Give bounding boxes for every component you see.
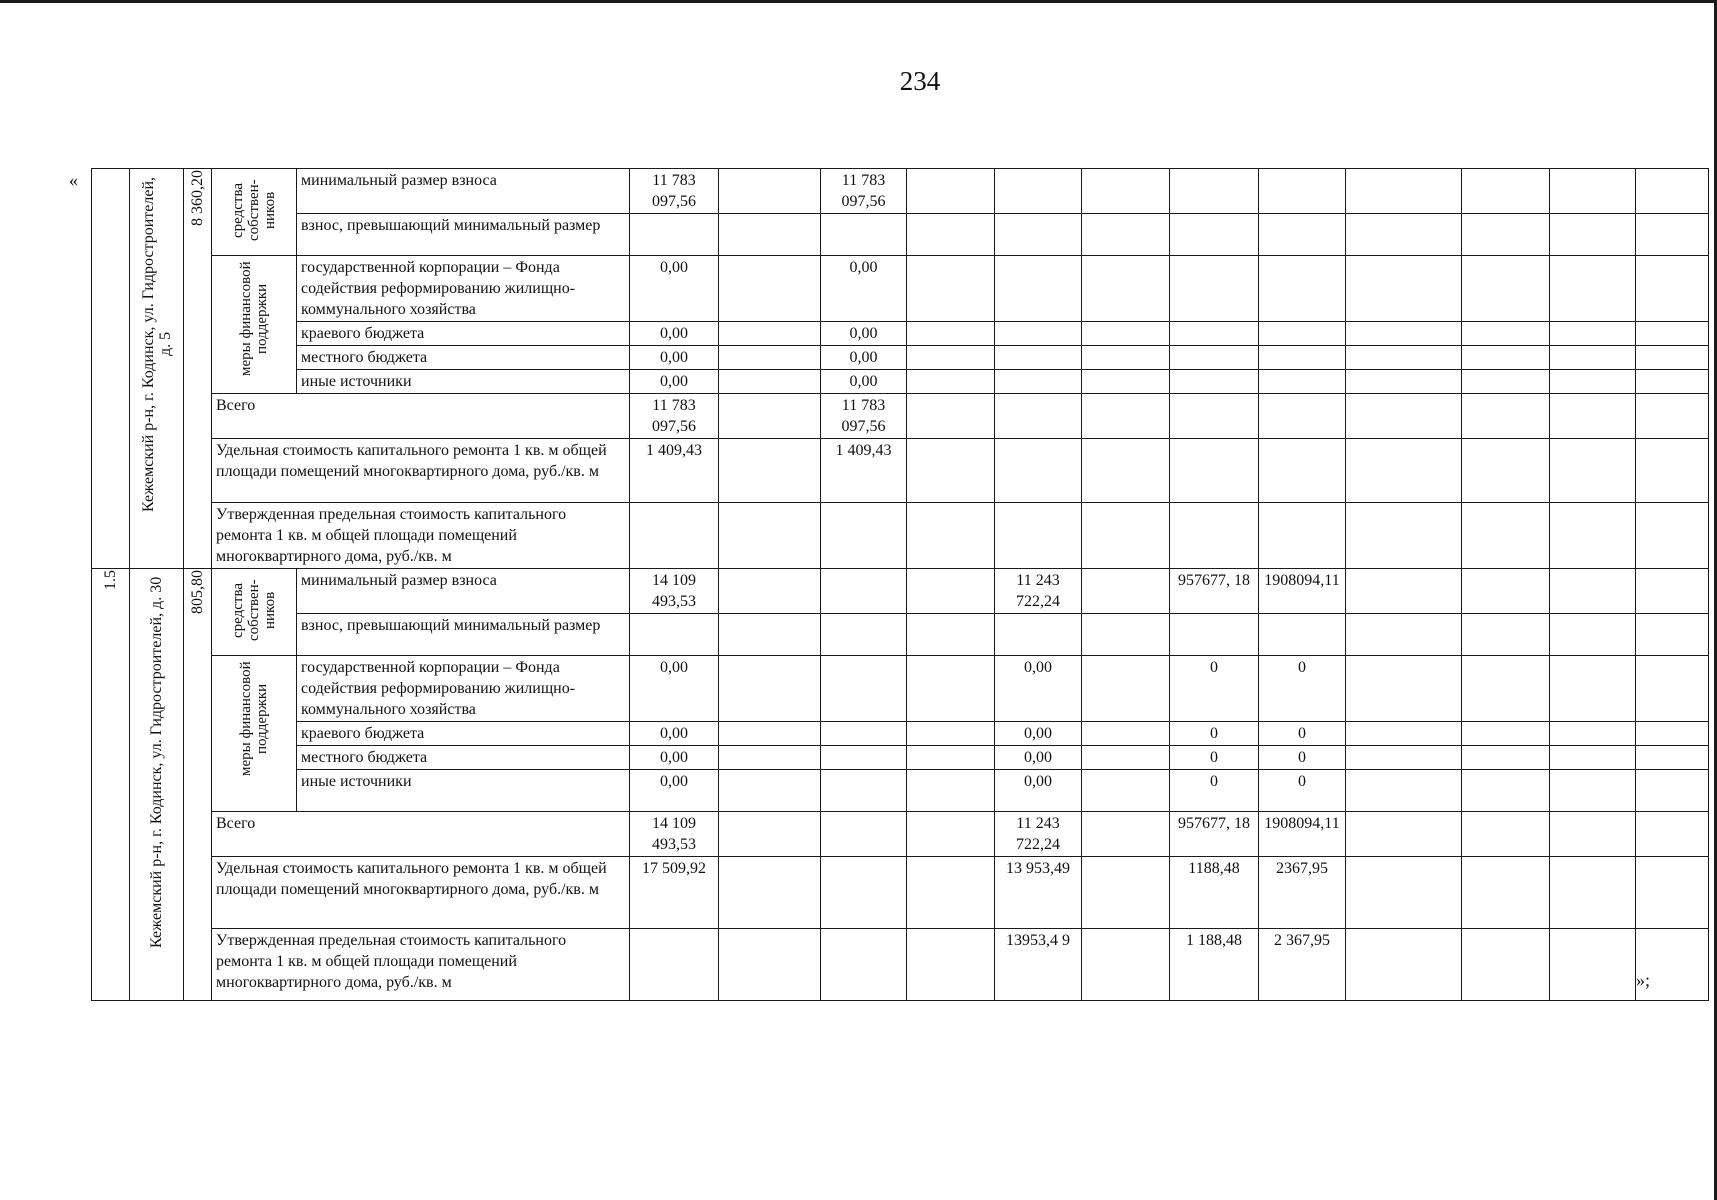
table-row bbox=[92, 614, 1709, 656]
value-cell bbox=[1170, 503, 1259, 569]
value-cell bbox=[1636, 322, 1709, 346]
value-cell bbox=[907, 322, 995, 346]
group-owners-funds bbox=[212, 169, 297, 256]
value-cell bbox=[1550, 656, 1636, 722]
value-cell bbox=[1550, 439, 1636, 503]
value-cell bbox=[907, 439, 995, 503]
row-label: иные источники bbox=[297, 770, 630, 812]
row-label: Утвержденная предельная стоимость капитального ремонта 1 кв. м общей площади помещений многоквартирного дома, руб./кв. м bbox=[212, 929, 630, 1001]
row-label: минимальный размер взноса bbox=[297, 569, 630, 614]
table-row bbox=[92, 322, 1709, 346]
value-cell bbox=[1462, 214, 1550, 256]
value-cell bbox=[1259, 614, 1346, 656]
table-row bbox=[92, 656, 1709, 722]
value-cell bbox=[719, 370, 821, 394]
value-cell bbox=[719, 746, 821, 770]
value-cell bbox=[1170, 394, 1259, 439]
value-cell bbox=[821, 770, 907, 812]
value-cell bbox=[719, 857, 821, 929]
group-owners-funds-text: средства собствен-ников bbox=[230, 179, 278, 241]
row-label: Удельная стоимость капитального ремонта 1 кв. м общей площади помещений многоквартирного дома, руб./кв. м bbox=[212, 439, 630, 503]
value-cell: 11 783 097,56 bbox=[630, 169, 719, 214]
value-cell: 957677, 18 bbox=[1170, 812, 1259, 857]
value-cell bbox=[995, 614, 1082, 656]
value-cell bbox=[821, 569, 907, 614]
value-cell: 0,00 bbox=[630, 322, 719, 346]
value-cell bbox=[1550, 569, 1636, 614]
value-cell: 13 953,49 bbox=[995, 857, 1082, 929]
value-cell bbox=[1550, 214, 1636, 256]
value-cell: 0,00 bbox=[630, 722, 719, 746]
value-cell bbox=[1636, 346, 1709, 370]
table-row bbox=[92, 439, 1709, 503]
value-cell: 11 243 722,24 bbox=[995, 812, 1082, 857]
group-owners-funds bbox=[212, 569, 297, 656]
value-cell bbox=[995, 439, 1082, 503]
value-cell bbox=[907, 169, 995, 214]
value-cell: 0,00 bbox=[630, 256, 719, 322]
value-cell: 0 bbox=[1259, 722, 1346, 746]
object-number bbox=[92, 569, 130, 1001]
value-cell bbox=[907, 746, 995, 770]
row-label: Утвержденная предельная стоимость капитального ремонта 1 кв. м общей площади помещений многоквартирного дома, руб./кв. м bbox=[212, 503, 630, 569]
group-financial-support bbox=[212, 656, 297, 812]
value-cell bbox=[1636, 614, 1709, 656]
value-cell bbox=[907, 370, 995, 394]
value-cell bbox=[1550, 322, 1636, 346]
value-cell bbox=[995, 169, 1082, 214]
value-cell bbox=[1170, 169, 1259, 214]
value-cell bbox=[821, 214, 907, 256]
value-cell bbox=[1346, 656, 1462, 722]
value-cell bbox=[1259, 256, 1346, 322]
row-label: Всего bbox=[212, 812, 630, 857]
value-cell bbox=[1550, 370, 1636, 394]
value-cell bbox=[719, 929, 821, 1001]
value-cell: 11 783 097,56 bbox=[630, 394, 719, 439]
value-cell bbox=[1462, 770, 1550, 812]
value-cell bbox=[1259, 439, 1346, 503]
value-cell bbox=[1346, 503, 1462, 569]
value-cell bbox=[1346, 322, 1462, 346]
value-cell bbox=[995, 322, 1082, 346]
value-cell bbox=[1082, 394, 1170, 439]
value-cell bbox=[907, 256, 995, 322]
value-cell bbox=[821, 614, 907, 656]
row-label: иные источники bbox=[297, 370, 630, 394]
value-cell bbox=[1170, 370, 1259, 394]
value-cell bbox=[995, 394, 1082, 439]
value-cell bbox=[1462, 370, 1550, 394]
value-cell bbox=[1346, 439, 1462, 503]
closing-quote: »; bbox=[1636, 970, 1651, 990]
value-cell bbox=[1636, 746, 1709, 770]
value-cell bbox=[719, 614, 821, 656]
value-cell bbox=[907, 656, 995, 722]
value-cell bbox=[1550, 169, 1636, 214]
table-row bbox=[92, 929, 1709, 1001]
object-address-text: Кежемский р-н, г. Кодинск, ул. Гидростроителей, д. 30 bbox=[148, 576, 165, 948]
value-cell bbox=[1462, 614, 1550, 656]
value-cell bbox=[1082, 656, 1170, 722]
value-cell: 1 409,43 bbox=[821, 439, 907, 503]
value-cell bbox=[1636, 722, 1709, 746]
value-cell bbox=[1636, 569, 1709, 614]
value-cell: 1 188,48 bbox=[1170, 929, 1259, 1001]
value-cell bbox=[719, 322, 821, 346]
value-cell: 2367,95 bbox=[1259, 857, 1346, 929]
value-cell bbox=[907, 503, 995, 569]
value-cell bbox=[719, 503, 821, 569]
group-financial-support bbox=[212, 256, 297, 394]
value-cell bbox=[1346, 214, 1462, 256]
object-area-text: 8 360,20 bbox=[189, 170, 206, 226]
value-cell bbox=[1462, 439, 1550, 503]
object-number-text: 1.5 bbox=[102, 570, 119, 590]
scan-top-edge bbox=[0, 0, 1717, 3]
value-cell bbox=[1462, 569, 1550, 614]
value-cell bbox=[1346, 929, 1462, 1001]
value-cell bbox=[1550, 722, 1636, 746]
value-cell bbox=[1082, 439, 1170, 503]
group-financial-support-text: меры финансовой поддержки bbox=[238, 661, 270, 777]
value-cell bbox=[1346, 370, 1462, 394]
table-row bbox=[92, 256, 1709, 322]
value-cell bbox=[821, 812, 907, 857]
row-label: государственной корпорации – Фонда содействия реформированию жилищно-коммунального хозяйства bbox=[297, 256, 630, 322]
value-cell bbox=[1259, 322, 1346, 346]
value-cell bbox=[1170, 214, 1259, 256]
object-area bbox=[184, 569, 212, 1001]
value-cell bbox=[995, 503, 1082, 569]
value-cell: 0,00 bbox=[995, 722, 1082, 746]
value-cell bbox=[1346, 394, 1462, 439]
value-cell bbox=[995, 214, 1082, 256]
value-cell bbox=[1550, 346, 1636, 370]
row-label: минимальный размер взноса bbox=[297, 169, 630, 214]
value-cell bbox=[1259, 214, 1346, 256]
value-cell bbox=[1082, 746, 1170, 770]
value-cell bbox=[630, 503, 719, 569]
value-cell: 0,00 bbox=[995, 746, 1082, 770]
row-label: краевого бюджета bbox=[297, 322, 630, 346]
row-label: местного бюджета bbox=[297, 746, 630, 770]
value-cell bbox=[1346, 614, 1462, 656]
value-cell: 17 509,92 bbox=[630, 857, 719, 929]
value-cell bbox=[1082, 256, 1170, 322]
value-cell: 0 bbox=[1259, 746, 1346, 770]
value-cell bbox=[907, 569, 995, 614]
value-cell: 0,00 bbox=[821, 256, 907, 322]
value-cell bbox=[719, 169, 821, 214]
value-cell bbox=[719, 214, 821, 256]
value-cell: 2 367,95 bbox=[1259, 929, 1346, 1001]
value-cell bbox=[907, 770, 995, 812]
value-cell bbox=[1082, 569, 1170, 614]
object-area-text: 805,80 bbox=[189, 570, 206, 614]
value-cell bbox=[1346, 812, 1462, 857]
value-cell bbox=[1550, 857, 1636, 929]
value-cell: 11 783 097,56 bbox=[821, 169, 907, 214]
value-cell bbox=[1462, 346, 1550, 370]
value-cell bbox=[995, 256, 1082, 322]
value-cell bbox=[719, 394, 821, 439]
table-row bbox=[92, 812, 1709, 857]
value-cell bbox=[1462, 656, 1550, 722]
value-cell bbox=[719, 439, 821, 503]
value-cell bbox=[719, 812, 821, 857]
value-cell bbox=[630, 614, 719, 656]
object-address bbox=[130, 569, 184, 1001]
value-cell bbox=[1462, 812, 1550, 857]
value-cell bbox=[1462, 722, 1550, 746]
value-cell bbox=[1550, 746, 1636, 770]
value-cell bbox=[1259, 346, 1346, 370]
value-cell: 13953,4 9 bbox=[995, 929, 1082, 1001]
value-cell bbox=[821, 656, 907, 722]
value-cell bbox=[1346, 346, 1462, 370]
row-label: государственной корпорации – Фонда содействия реформированию жилищно-коммунального хозяйства bbox=[297, 656, 630, 722]
value-cell bbox=[1462, 503, 1550, 569]
table-row bbox=[92, 770, 1709, 812]
value-cell bbox=[1550, 394, 1636, 439]
value-cell bbox=[1636, 503, 1709, 569]
value-cell bbox=[1636, 857, 1709, 929]
value-cell bbox=[907, 214, 995, 256]
value-cell bbox=[719, 656, 821, 722]
value-cell bbox=[1259, 370, 1346, 394]
value-cell bbox=[907, 812, 995, 857]
value-cell bbox=[1259, 394, 1346, 439]
value-cell: 0 bbox=[1170, 722, 1259, 746]
value-cell bbox=[719, 256, 821, 322]
value-cell: 1188,48 bbox=[1170, 857, 1259, 929]
value-cell bbox=[1082, 370, 1170, 394]
table-row bbox=[92, 370, 1709, 394]
object-address-text: Кежемский р-н, г. Кодинск, ул. Гидростроителей, д. 5 bbox=[139, 176, 174, 512]
value-cell: 0 bbox=[1170, 656, 1259, 722]
group-owners-funds-text: средства собствен-ников bbox=[230, 579, 278, 641]
value-cell bbox=[1550, 503, 1636, 569]
row-label: взнос, превышающий минимальный размер bbox=[297, 614, 630, 656]
value-cell: 14 109 493,53 bbox=[630, 569, 719, 614]
value-cell bbox=[907, 929, 995, 1001]
value-cell bbox=[1346, 770, 1462, 812]
value-cell bbox=[1170, 439, 1259, 503]
value-cell bbox=[1462, 857, 1550, 929]
value-cell bbox=[719, 770, 821, 812]
value-cell bbox=[1082, 722, 1170, 746]
value-cell bbox=[1636, 256, 1709, 322]
value-cell: 0,00 bbox=[995, 656, 1082, 722]
value-cell bbox=[1550, 929, 1636, 1001]
value-cell: 0,00 bbox=[630, 346, 719, 370]
value-cell: 1908094,11 bbox=[1259, 812, 1346, 857]
table-row bbox=[92, 394, 1709, 439]
value-cell: 0,00 bbox=[630, 370, 719, 394]
value-cell bbox=[1082, 929, 1170, 1001]
value-cell bbox=[821, 503, 907, 569]
value-cell bbox=[1346, 569, 1462, 614]
value-cell: 0 bbox=[1259, 656, 1346, 722]
value-cell bbox=[1346, 746, 1462, 770]
value-cell bbox=[1346, 722, 1462, 746]
value-cell bbox=[1462, 746, 1550, 770]
value-cell: 14 109 493,53 bbox=[630, 812, 719, 857]
value-cell bbox=[1259, 503, 1346, 569]
object-area bbox=[184, 169, 212, 569]
value-cell bbox=[1462, 256, 1550, 322]
value-cell bbox=[630, 214, 719, 256]
value-cell bbox=[1259, 169, 1346, 214]
object-address bbox=[130, 169, 184, 569]
value-cell bbox=[821, 857, 907, 929]
table-row bbox=[92, 346, 1709, 370]
row-label: Всего bbox=[212, 394, 630, 439]
value-cell: 0,00 bbox=[630, 770, 719, 812]
value-cell bbox=[1346, 256, 1462, 322]
value-cell bbox=[1636, 929, 1709, 1001]
value-cell bbox=[1462, 169, 1550, 214]
value-cell bbox=[1550, 614, 1636, 656]
table-row bbox=[92, 746, 1709, 770]
value-cell bbox=[907, 614, 995, 656]
value-cell: 0,00 bbox=[630, 746, 719, 770]
value-cell: 0,00 bbox=[821, 346, 907, 370]
value-cell bbox=[1082, 857, 1170, 929]
value-cell bbox=[1082, 812, 1170, 857]
value-cell: 1908094,11 bbox=[1259, 569, 1346, 614]
table-row bbox=[92, 722, 1709, 746]
table-row bbox=[92, 569, 1709, 614]
value-cell: 0 bbox=[1259, 770, 1346, 812]
value-cell bbox=[1550, 256, 1636, 322]
table-row bbox=[92, 214, 1709, 256]
value-cell bbox=[821, 746, 907, 770]
value-cell bbox=[907, 346, 995, 370]
value-cell bbox=[821, 929, 907, 1001]
value-cell bbox=[1636, 394, 1709, 439]
value-cell: 0,00 bbox=[630, 656, 719, 722]
value-cell bbox=[1170, 346, 1259, 370]
value-cell bbox=[1170, 614, 1259, 656]
value-cell bbox=[1636, 214, 1709, 256]
value-cell bbox=[821, 722, 907, 746]
value-cell: 0,00 bbox=[821, 370, 907, 394]
value-cell bbox=[630, 929, 719, 1001]
value-cell bbox=[1082, 770, 1170, 812]
value-cell bbox=[1082, 214, 1170, 256]
value-cell bbox=[1636, 656, 1709, 722]
value-cell bbox=[1082, 169, 1170, 214]
value-cell: 11 783 097,56 bbox=[821, 394, 907, 439]
table-row bbox=[92, 857, 1709, 929]
value-cell bbox=[1082, 503, 1170, 569]
value-cell bbox=[1170, 256, 1259, 322]
value-cell bbox=[1082, 614, 1170, 656]
value-cell bbox=[1636, 169, 1709, 214]
table-row bbox=[92, 169, 1709, 214]
value-cell: 1 409,43 bbox=[630, 439, 719, 503]
capital-repair-table bbox=[91, 168, 1709, 1001]
value-cell bbox=[1346, 857, 1462, 929]
value-cell bbox=[995, 370, 1082, 394]
value-cell: 0 bbox=[1170, 770, 1259, 812]
value-cell bbox=[1082, 322, 1170, 346]
value-cell bbox=[907, 857, 995, 929]
value-cell: 0,00 bbox=[821, 322, 907, 346]
value-cell bbox=[1636, 812, 1709, 857]
value-cell bbox=[1462, 322, 1550, 346]
value-cell bbox=[1462, 929, 1550, 1001]
value-cell bbox=[1636, 439, 1709, 503]
value-cell bbox=[1636, 770, 1709, 812]
value-cell bbox=[1346, 169, 1462, 214]
value-cell bbox=[1550, 770, 1636, 812]
object-number bbox=[92, 169, 130, 569]
value-cell bbox=[1636, 370, 1709, 394]
value-cell bbox=[719, 569, 821, 614]
value-cell bbox=[1462, 394, 1550, 439]
opening-quote: « bbox=[69, 170, 78, 190]
row-label: Удельная стоимость капитального ремонта 1 кв. м общей площади помещений многоквартирного дома, руб./кв. м bbox=[212, 857, 630, 929]
value-cell bbox=[907, 394, 995, 439]
value-cell bbox=[995, 346, 1082, 370]
value-cell bbox=[719, 346, 821, 370]
group-financial-support-text: меры финансовой поддержки bbox=[238, 261, 270, 377]
page-number: 234 bbox=[899, 66, 941, 96]
value-cell bbox=[907, 722, 995, 746]
value-cell bbox=[1170, 322, 1259, 346]
value-cell: 0 bbox=[1170, 746, 1259, 770]
value-cell bbox=[1082, 346, 1170, 370]
value-cell bbox=[1550, 812, 1636, 857]
row-label: краевого бюджета bbox=[297, 722, 630, 746]
value-cell: 11 243 722,24 bbox=[995, 569, 1082, 614]
value-cell bbox=[719, 722, 821, 746]
value-cell: 957677, 18 bbox=[1170, 569, 1259, 614]
row-label: взнос, превышающий минимальный размер bbox=[297, 214, 630, 256]
table-row bbox=[92, 503, 1709, 569]
row-label: местного бюджета bbox=[297, 346, 630, 370]
value-cell: 0,00 bbox=[995, 770, 1082, 812]
